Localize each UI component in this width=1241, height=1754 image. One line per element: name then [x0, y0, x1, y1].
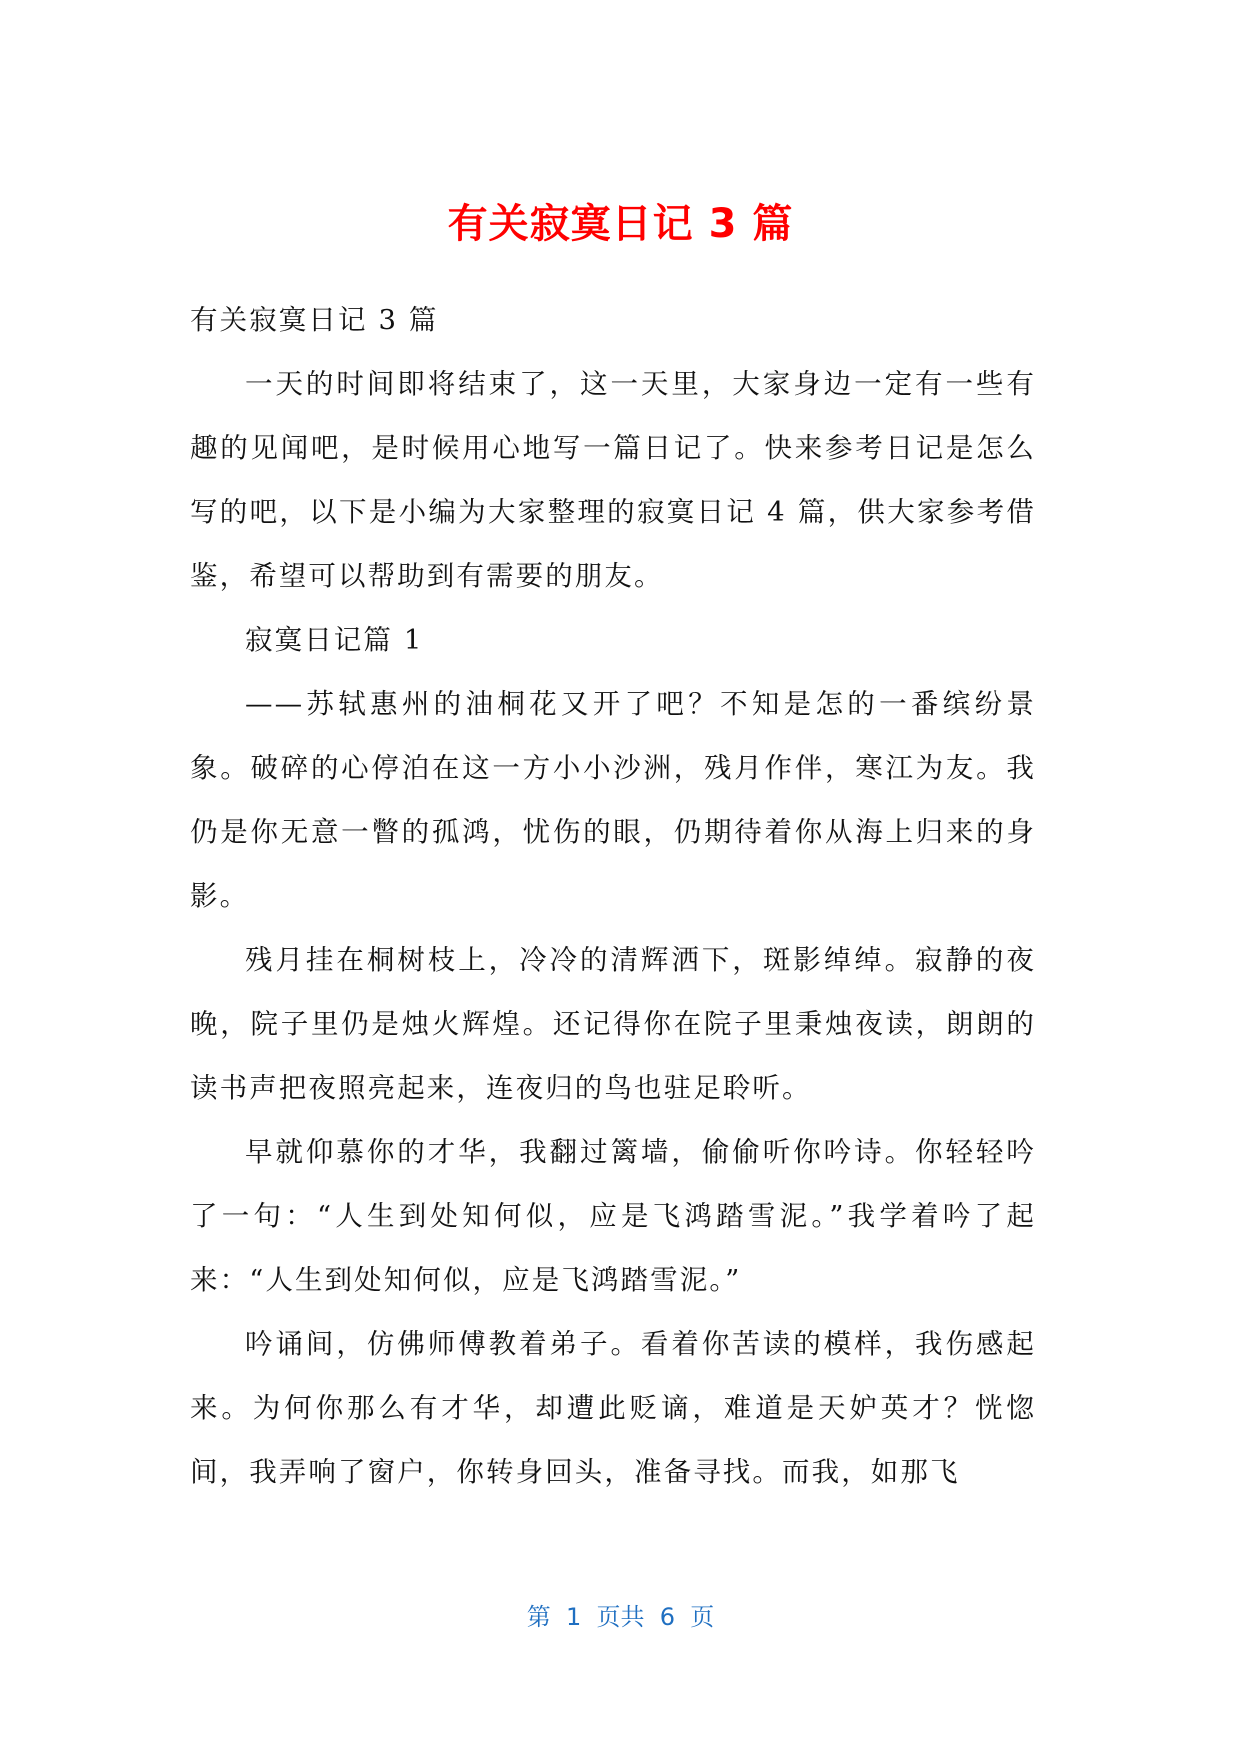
body-paragraph: 残月挂在桐树枝上，冷冷的清辉洒下，斑影绰绰。寂静的夜晚，院子里仍是烛火辉煌。还记得你在院子里秉烛夜读，朗朗的读书声把夜照亮起来，连夜归的鸟也驻足聆听。 [190, 944, 1036, 1104]
document-body [190, 288, 1036, 1504]
body-paragraph: 早就仰慕你的才华，我翻过篱墙，偷偷听你吟诗。你轻轻吟了一句：“人生到处知何似，应是飞鸿踏雪泥。”我学着吟了起来：“人生到处知何似，应是飞鸿踏雪泥。” [190, 1136, 1036, 1296]
body-paragraph: ——苏轼惠州的油桐花又开了吧？不知是怎的一番缤纷景象。破碎的心停泊在这一方小小沙洲，残月作伴，寒江为友。我仍是你无意一瞥的孤鸿，忧伤的眼，仍期待着你从海上归来的身影。 [190, 688, 1036, 912]
body-paragraph: 吟诵间，仿佛师傅教着弟子。看着你苦读的模样，我伤感起来。为何你那么有才华，却遭此贬谪，难道是天妒英才？恍惚间，我弄响了窗户，你转身回头，准备寻找。而我，如那飞 [190, 1328, 1036, 1488]
page-number-footer: 第 1 页共 6 页 [526, 1603, 715, 1631]
subtitle-paragraph: 有关寂寞日记 3 篇 [190, 304, 439, 336]
intro-paragraph: 一天的时间即将结束了，这一天里，大家身边一定有一些有趣的见闻吧，是时候用心地写一篇日记了。快来参考日记是怎么写的吧，以下是小编为大家整理的寂寞日记 4 篇，供大家参考借鉴，希望可以帮助到有需要的朋友。 [190, 368, 1036, 592]
section-heading: 寂寞日记篇 1 [245, 624, 424, 656]
document-title: 有关寂寞日记 3 篇 [447, 201, 794, 247]
